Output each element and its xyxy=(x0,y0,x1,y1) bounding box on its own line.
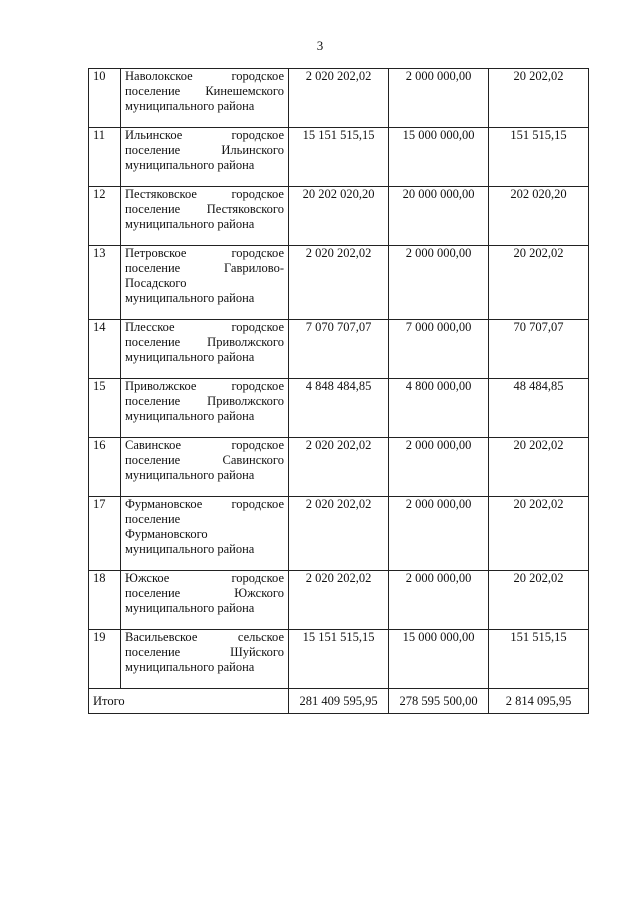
amount-1: 2 000 000,00 xyxy=(389,69,489,128)
settlement-name-line: муниципального района xyxy=(125,158,255,172)
amount-1: 7 000 000,00 xyxy=(389,320,489,379)
amount-2: 70 707,07 xyxy=(489,320,589,379)
row-number: 19 xyxy=(89,630,121,689)
settlement-name-line: Петровское городское xyxy=(125,246,284,260)
settlement-name xyxy=(121,69,289,128)
settlement-name xyxy=(121,187,289,246)
amount-total: 20 202 020,20 xyxy=(289,187,389,246)
table-row xyxy=(89,379,589,438)
amount-1: 2 000 000,00 xyxy=(389,571,489,630)
amount-1: 4 800 000,00 xyxy=(389,379,489,438)
settlement-name-line: Васильевское сельское xyxy=(125,630,284,644)
settlement-name-line: Южское городское xyxy=(125,571,284,585)
settlement-name-line: Савинское городское xyxy=(125,438,284,452)
amount-2: 20 202,02 xyxy=(489,69,589,128)
row-number: 11 xyxy=(89,128,121,187)
settlement-name-line: поселение xyxy=(125,512,181,526)
table-row xyxy=(89,571,589,630)
amount-2: 151 515,15 xyxy=(489,630,589,689)
settlement-name-line: поселение Приволжского xyxy=(125,335,284,349)
table-row xyxy=(89,630,589,689)
settlement-name xyxy=(121,128,289,187)
settlement-name-line: Пестяковское городское xyxy=(125,187,284,201)
row-number: 13 xyxy=(89,246,121,320)
table-row xyxy=(89,69,589,128)
settlement-name-line: поселение Южского xyxy=(125,586,284,600)
amount-1: 2 000 000,00 xyxy=(389,497,489,571)
row-number: 16 xyxy=(89,438,121,497)
amount-2: 20 202,02 xyxy=(489,497,589,571)
amount-total: 4 848 484,85 xyxy=(289,379,389,438)
settlement-name-line: поселение Савинского xyxy=(125,453,284,467)
settlement-name-line: Фурмановского xyxy=(125,527,208,541)
amount-1: 2 000 000,00 xyxy=(389,438,489,497)
settlement-name-line: поселение Шуйского xyxy=(125,645,284,659)
settlement-name xyxy=(121,320,289,379)
settlement-name-line: муниципального района xyxy=(125,468,255,482)
amount-total: 15 151 515,15 xyxy=(289,630,389,689)
settlement-name-line: поселение Кинешемского xyxy=(125,84,284,98)
settlement-name-line: поселение Ильинского xyxy=(125,143,284,157)
settlement-name-line: муниципального района xyxy=(125,409,255,423)
amount-1: 15 000 000,00 xyxy=(389,128,489,187)
settlement-name xyxy=(121,571,289,630)
amount-total: 7 070 707,07 xyxy=(289,320,389,379)
settlement-name-line: муниципального района xyxy=(125,99,255,113)
settlement-name xyxy=(121,246,289,320)
total-row xyxy=(89,689,589,714)
subsidy-table xyxy=(88,68,589,714)
amount-total: 2 020 202,02 xyxy=(289,69,389,128)
page-number: 3 xyxy=(316,38,324,53)
amount-2: 20 202,02 xyxy=(489,571,589,630)
settlement-name xyxy=(121,630,289,689)
table-row xyxy=(89,187,589,246)
table-body xyxy=(89,69,589,714)
table-row xyxy=(89,246,589,320)
settlement-name-line: поселение Пестяковского xyxy=(125,202,284,216)
amount-1: 20 000 000,00 xyxy=(389,187,489,246)
settlement-name-line: Приволжское городское xyxy=(125,379,284,393)
amount-total: 2 020 202,02 xyxy=(289,497,389,571)
settlement-name-line: муниципального района xyxy=(125,291,255,305)
row-number: 12 xyxy=(89,187,121,246)
amount-1: 2 000 000,00 xyxy=(389,246,489,320)
row-number: 15 xyxy=(89,379,121,438)
settlement-name-line: Фурмановское городское xyxy=(125,497,284,511)
row-number: 10 xyxy=(89,69,121,128)
settlement-name xyxy=(121,438,289,497)
amount-2: 48 484,85 xyxy=(489,379,589,438)
table-row xyxy=(89,497,589,571)
table-row xyxy=(89,438,589,497)
settlement-name-line: муниципального района xyxy=(125,350,255,364)
settlement-name-line: Ильинское городское xyxy=(125,128,284,142)
settlement-name xyxy=(121,379,289,438)
amount-2: 20 202,02 xyxy=(489,246,589,320)
amount-2: 20 202,02 xyxy=(489,438,589,497)
settlement-name-line: муниципального района xyxy=(125,217,255,231)
amount-total: 2 020 202,02 xyxy=(289,246,389,320)
table-row xyxy=(89,128,589,187)
total-amount-total: 281 409 595,95 xyxy=(289,689,389,714)
amount-1: 15 000 000,00 xyxy=(389,630,489,689)
settlement-name-line: Плесское городское xyxy=(125,320,284,334)
settlement-name-line: Наволокское городское xyxy=(125,69,284,83)
settlement-name-line: поселение Гаврилово- xyxy=(125,261,284,275)
settlement-name-line: муниципального района xyxy=(125,601,255,615)
amount-total: 15 151 515,15 xyxy=(289,128,389,187)
total-label: Итого xyxy=(89,689,289,714)
settlement-name-line: Посадского xyxy=(125,276,187,290)
settlement-name-line: муниципального района xyxy=(125,542,255,556)
settlement-name-line: поселение Приволжского xyxy=(125,394,284,408)
amount-2: 202 020,20 xyxy=(489,187,589,246)
total-amount-1: 278 595 500,00 xyxy=(389,689,489,714)
settlement-name-line: муниципального района xyxy=(125,660,255,674)
settlement-name xyxy=(121,497,289,571)
row-number: 17 xyxy=(89,497,121,571)
amount-total: 2 020 202,02 xyxy=(289,571,389,630)
row-number: 14 xyxy=(89,320,121,379)
table-row xyxy=(89,320,589,379)
amount-2: 151 515,15 xyxy=(489,128,589,187)
row-number: 18 xyxy=(89,571,121,630)
total-amount-2: 2 814 095,95 xyxy=(489,689,589,714)
amount-total: 2 020 202,02 xyxy=(289,438,389,497)
